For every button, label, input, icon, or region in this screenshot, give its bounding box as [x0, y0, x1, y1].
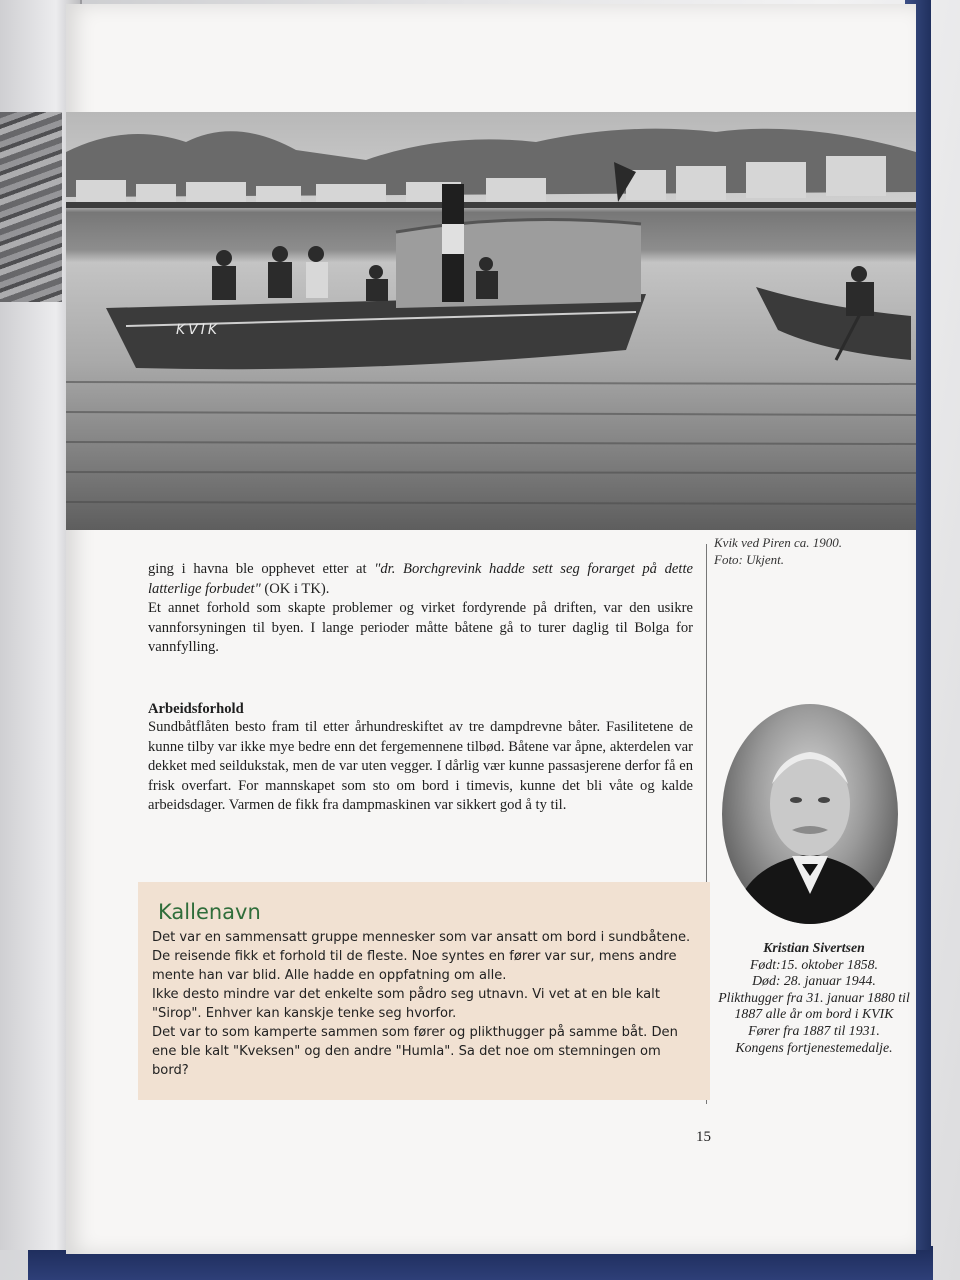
caption-credit: Foto: Ukjent.: [714, 552, 785, 567]
section-heading: Arbeidsforhold: [148, 701, 244, 717]
book-page: [66, 4, 916, 1254]
info-box-line: Ikke desto mindre var det enkelte som pådro seg utnavn. Vi vet at en ble kalt "Sirop". Enhver kan kanskje tenke seg hvorfor.: [152, 987, 660, 1021]
portrait-bio: [714, 940, 914, 1056]
paragraph-1-lead: ging i havna ble opphevet etter at: [148, 561, 375, 577]
paragraph-1: [148, 560, 693, 658]
portrait-photo: [722, 704, 898, 924]
paragraph-1-tail: (OK i TK).: [260, 580, 330, 597]
steamboat-photo: [66, 112, 916, 530]
bio-died: Død: 28. januar 1944.: [752, 973, 876, 989]
photo-caption: [714, 534, 914, 568]
portrait-drawing: [722, 704, 898, 924]
info-box-line: De reisende fikk et forhold til de fleste. Noe syntes en fører var sur, mens andre mente han var blid. Alle hadde en oppfatning om alle.: [152, 949, 677, 983]
bio-service: Plikthugger fra 31. januar 1880 til 1887 alle år om bord i KVIK: [718, 989, 910, 1022]
info-box-line: Det var en sammensatt gruppe mennesker som var ansatt om bord i sundbåtene.: [152, 930, 691, 945]
paragraph-1-quote: "dr. Borchgrevink hadde sett seg forarget på dette latterlige forbudet": [148, 561, 693, 597]
info-box-text: [152, 928, 700, 1080]
boat-name-label: KVIK: [176, 322, 221, 338]
info-box-title: Kallenavn: [158, 900, 261, 924]
info-box-line: Det var to som kamperte sammen som fører og plikthugger på samme båt. Den ene ble kalt "Kveksen" og den andre "Humla". Sa det noe om stemningen om bord?: [152, 1025, 678, 1078]
bio-born: Født:15. oktober 1858.: [750, 956, 878, 972]
bio-captain: Fører fra 1887 til 1931.: [748, 1022, 880, 1038]
bio-medal: Kongens fortjenestemedalje.: [735, 1039, 893, 1055]
section-text: Sundbåtflåten besto fram til etter århundreskiftet av tre dampdrevne båter. Fasilitetene de kunne tilby var ikke mye bedre enn det fergemennene tilbød. Båtene var åpne, akterdelen var dekket med seildukstak, men de var uten vegger. I dårlig vær kunne passasjerene derfor få en frisk overfart. For mannskapet som sto om bord i timevis, kunne det bli våte og kalde arbeidsdager. Varmen de fikk fra dampmaskinen var sikkert god å ty til.: [148, 719, 693, 813]
caption-line: Kvik ved Piren ca. 1900.: [714, 535, 843, 550]
steamboat-photo-drawing: [66, 112, 916, 530]
left-page-photo-fragment: [0, 112, 62, 302]
page-number: 15: [696, 1129, 711, 1145]
paragraph-1-rest: Et annet forhold som skapte problemer og virket fordyrende på driften, var den usikre vannforsyningen til byen. I lange perioder måtte båtene gå to turer daglig til Bolga for vannfylling.: [148, 600, 693, 655]
info-box-kallenavn: [138, 882, 710, 1100]
bio-name: Kristian Sivertsen: [763, 940, 865, 955]
